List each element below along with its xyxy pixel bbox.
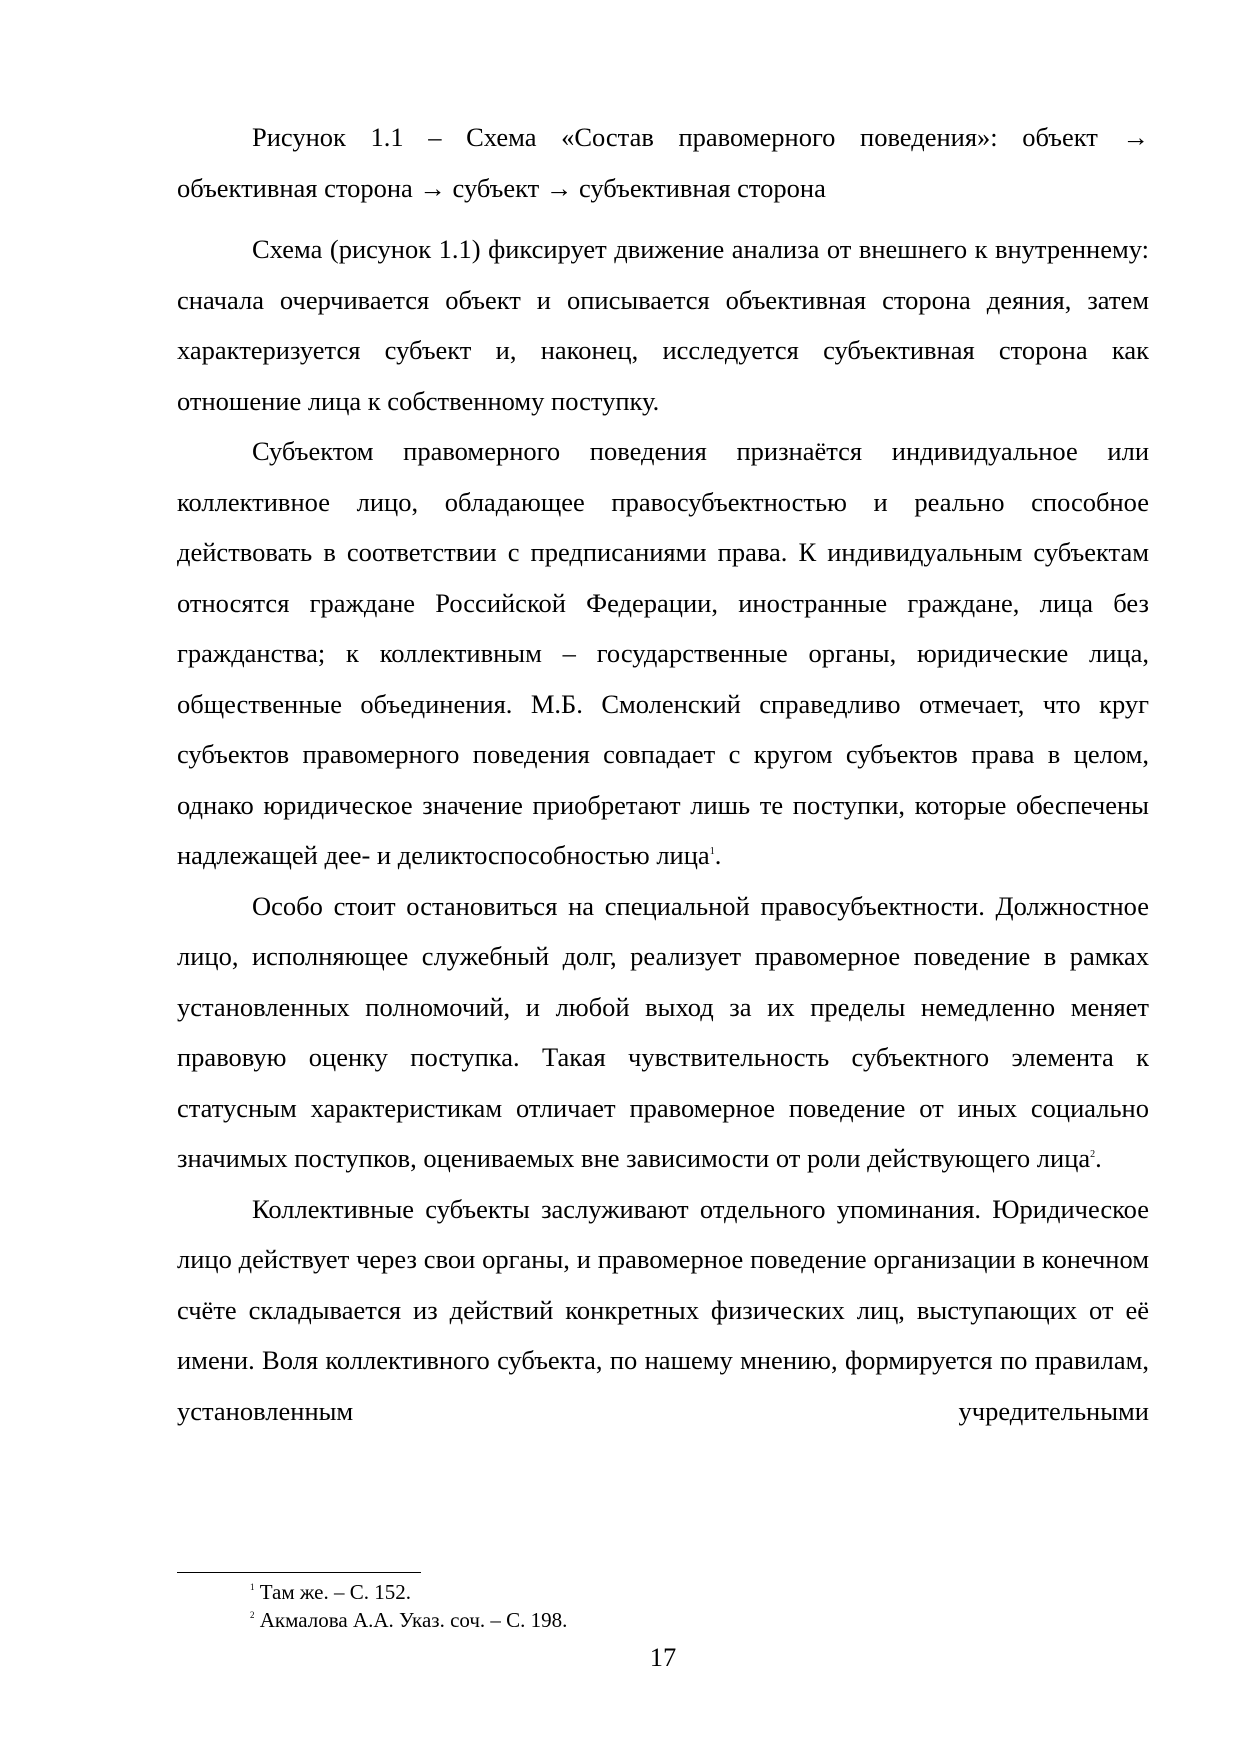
footnote-mark: 2 — [250, 1610, 255, 1620]
paragraph-end: . — [714, 840, 722, 870]
footnote-text: Акмалова А.А. Указ. соч. – С. 198. — [259, 1608, 568, 1632]
figure-caption — [177, 112, 1149, 213]
footnote-separator — [177, 1572, 421, 1573]
footnote-mark: 1 — [250, 1582, 255, 1592]
paragraph-text: Субъектом правомерного поведения признаётся индивидуальное или коллективное лицо, обладающее правосубъектностью и реально способное действовать в соответствии с предписаниями права. К индивидуальным субъектам относятся граждане Российской Федерации, иностранные граждане, лица без гражданства; к коллективным – государственные органы, юридические лица, общественные объединения. М.Б. Смоленский справедливо отмечает, что круг субъектов правомерного поведения совпадает с кругом субъектов права в целом, однако юридическое значение приобретают лишь те поступки, которые обеспечены надлежащей дее- и деликтоспособностью лица — [177, 436, 1149, 870]
paragraph — [177, 881, 1149, 1184]
page-number: 17 — [649, 1642, 677, 1672]
paragraph-text: Особо стоит остановиться на специальной правосубъектности. Должностное лицо, исполняющее служебный долг, реализует правомерное поведение в рамках установленных полномочий, и любой выход за их пределы немедленно меняет правовую оценку поступка. Такая чувствительность субъектного элемента к статусным характеристикам отличает правомерное поведение от иных социально значимых поступков, оцениваемых вне зависимости от роли действующего лица — [177, 890, 1149, 1173]
footnote-reference[interactable]: 2 — [1090, 1149, 1096, 1160]
paragraph-end: . — [1095, 1143, 1102, 1173]
paragraph-text: Схема (рисунок 1.1) фиксирует движение анализа от внешнего к внутреннему: сначала очерчивается объект и описывается объективная сторона деяния, затем характеризуется субъект и, наконец, исследуется субъективная сторона как отношение лица к собственному поступку. — [177, 234, 1149, 416]
body-text — [177, 224, 1149, 1436]
figure-caption-text: Рисунок 1.1 – Схема «Состав правомерного поведения»: объект → объективная сторона → субъект → субъективная сторона — [177, 122, 1149, 203]
footnote — [250, 1578, 1140, 1606]
footnote-reference[interactable]: 1 — [709, 846, 715, 857]
paragraph — [177, 426, 1149, 881]
paragraph-text: Коллективные субъекты заслуживают отдельного упоминания. Юридическое лицо действует через свои органы, и правомерное поведение организации в конечном счёте складывается из действий конкретных физических лиц, выступающих от её имени. Воля коллективного субъекта, по нашему мнению, формируется по правилам, установленным учредительными — [177, 1193, 1149, 1426]
paragraph — [177, 224, 1149, 426]
footnote-text: Там же. – С. 152. — [259, 1580, 411, 1604]
footnote — [250, 1606, 1140, 1634]
footnotes — [250, 1578, 1140, 1634]
paragraph — [177, 1184, 1149, 1437]
